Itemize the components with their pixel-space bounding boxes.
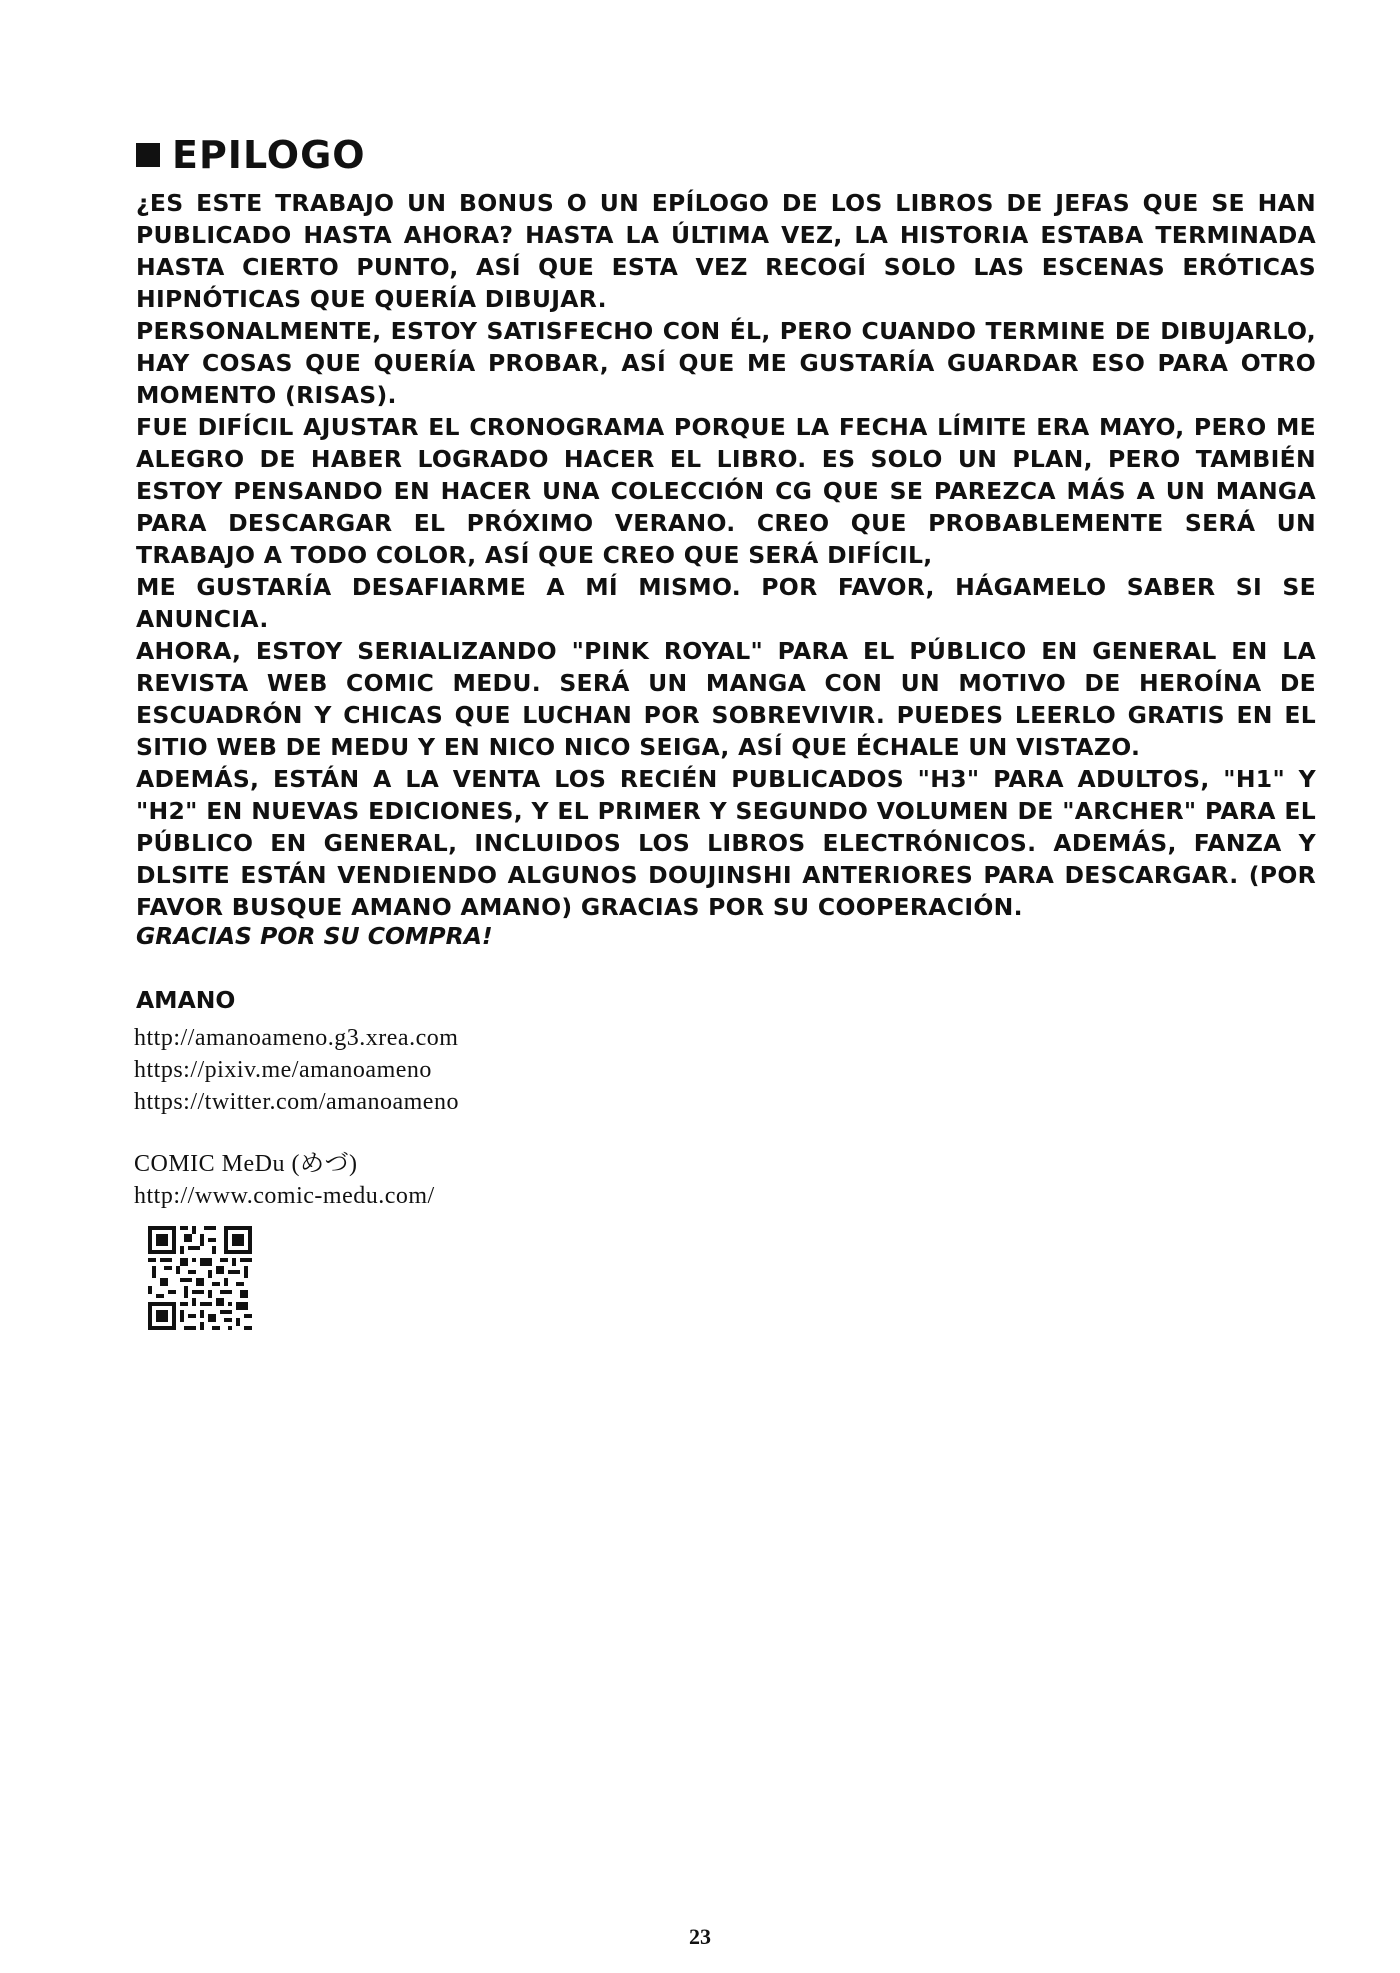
- page-number: 23: [689, 1924, 711, 1949]
- paragraph: FUE DIFÍCIL AJUSTAR EL CRONOGRAMA PORQUE LA FECHA LÍMITE ERA MAYO, PERO ME ALEGRO DE HABER LOGRADO HACER EL LIBRO. ES SOLO UN PLAN, PERO TAMBIÉN ESTOY PENSANDO EN HACER UNA COLECCIÓN CG QUE SE PAREZCA MÁS A UN MANGA PARA DESCARGAR EL PRÓXIMO VERANO. CREO QUE PROBABLEMENTE SERÁ UN TRABAJO A TODO COLOR, ASÍ QUE CREO QUE SERÁ DIFÍCIL,: [136, 413, 1316, 569]
- publisher-block: [134, 1148, 435, 1212]
- author-links: [134, 1022, 459, 1118]
- epilogue-body: [136, 187, 1316, 923]
- publisher-name: COMIC MeDu (めづ): [134, 1151, 358, 1177]
- paragraph: PERSONALMENTE, ESTOY SATISFECHO CON ÉL, PERO CUANDO TERMINE DE DIBUJARLO, HAY COSAS QUE QUERÍA PROBAR, ASÍ QUE ME GUSTARÍA GUARDAR ESO PARA OTRO MOMENTO (RISAS).: [136, 317, 1316, 409]
- paragraph: ¿ES ESTE TRABAJO UN BONUS O UN EPÍLOGO DE LOS LIBROS DE JEFAS QUE SE HAN PUBLICADO HASTA AHORA? HASTA LA ÚLTIMA VEZ, LA HISTORIA ESTABA TERMINADA HASTA CIERTO PUNTO, ASÍ QUE ESTA VEZ RECOGÍ SOLO LAS ESCENAS ERÓTICAS HIPNÓTICAS QUE QUERÍA DIBUJAR.: [136, 189, 1316, 313]
- section-heading: [136, 133, 366, 177]
- link-website[interactable]: http://amanoameno.g3.xrea.com: [134, 1025, 459, 1051]
- qr-code-icon: [148, 1226, 252, 1330]
- link-pixiv[interactable]: https://pixiv.me/amanoameno: [134, 1057, 432, 1083]
- link-twitter[interactable]: https://twitter.com/amanoameno: [134, 1089, 459, 1115]
- paragraph: ME GUSTARÍA DESAFIARME A MÍ MISMO. POR FAVOR, HÁGAMELO SABER SI SE ANUNCIA.: [136, 573, 1316, 633]
- author-name: AMANO: [136, 986, 236, 1014]
- publisher-url[interactable]: http://www.comic-medu.com/: [134, 1183, 435, 1209]
- paragraph: ADEMÁS, ESTÁN A LA VENTA LOS RECIÉN PUBLICADOS "H3" PARA ADULTOS, "H1" Y "H2" EN NUEVAS EDICIONES, Y EL PRIMER Y SEGUNDO VOLUMEN DE "ARCHER" PARA EL PÚBLICO EN GENERAL, INCLUIDOS LOS LIBROS ELECTRÓNICOS. ADEMÁS, FANZA Y DLSITE ESTÁN VENDIENDO ALGUNOS DOUJINSHI ANTERIORES PARA DESCARGAR. (POR FAVOR BUSQUE AMANO AMANO) GRACIAS POR SU COOPERACIÓN.: [136, 765, 1316, 921]
- thanks-line: GRACIAS POR SU COMPRA!: [136, 922, 493, 950]
- paragraph: AHORA, ESTOY SERIALIZANDO "PINK ROYAL" PARA EL PÚBLICO EN GENERAL EN LA REVISTA WEB COMIC MEDU. SERÁ UN MANGA CON UN MOTIVO DE HEROÍNA DE ESCUADRÓN Y CHICAS QUE LUCHAN POR SOBREVIVIR. PUEDES LEERLO GRATIS EN EL SITIO WEB DE MEDU Y EN NICO NICO SEIGA, ASÍ QUE ÉCHALE UN VISTAZO.: [136, 637, 1316, 761]
- page-title: EPILOGO: [172, 133, 366, 177]
- square-bullet-icon: [136, 143, 160, 167]
